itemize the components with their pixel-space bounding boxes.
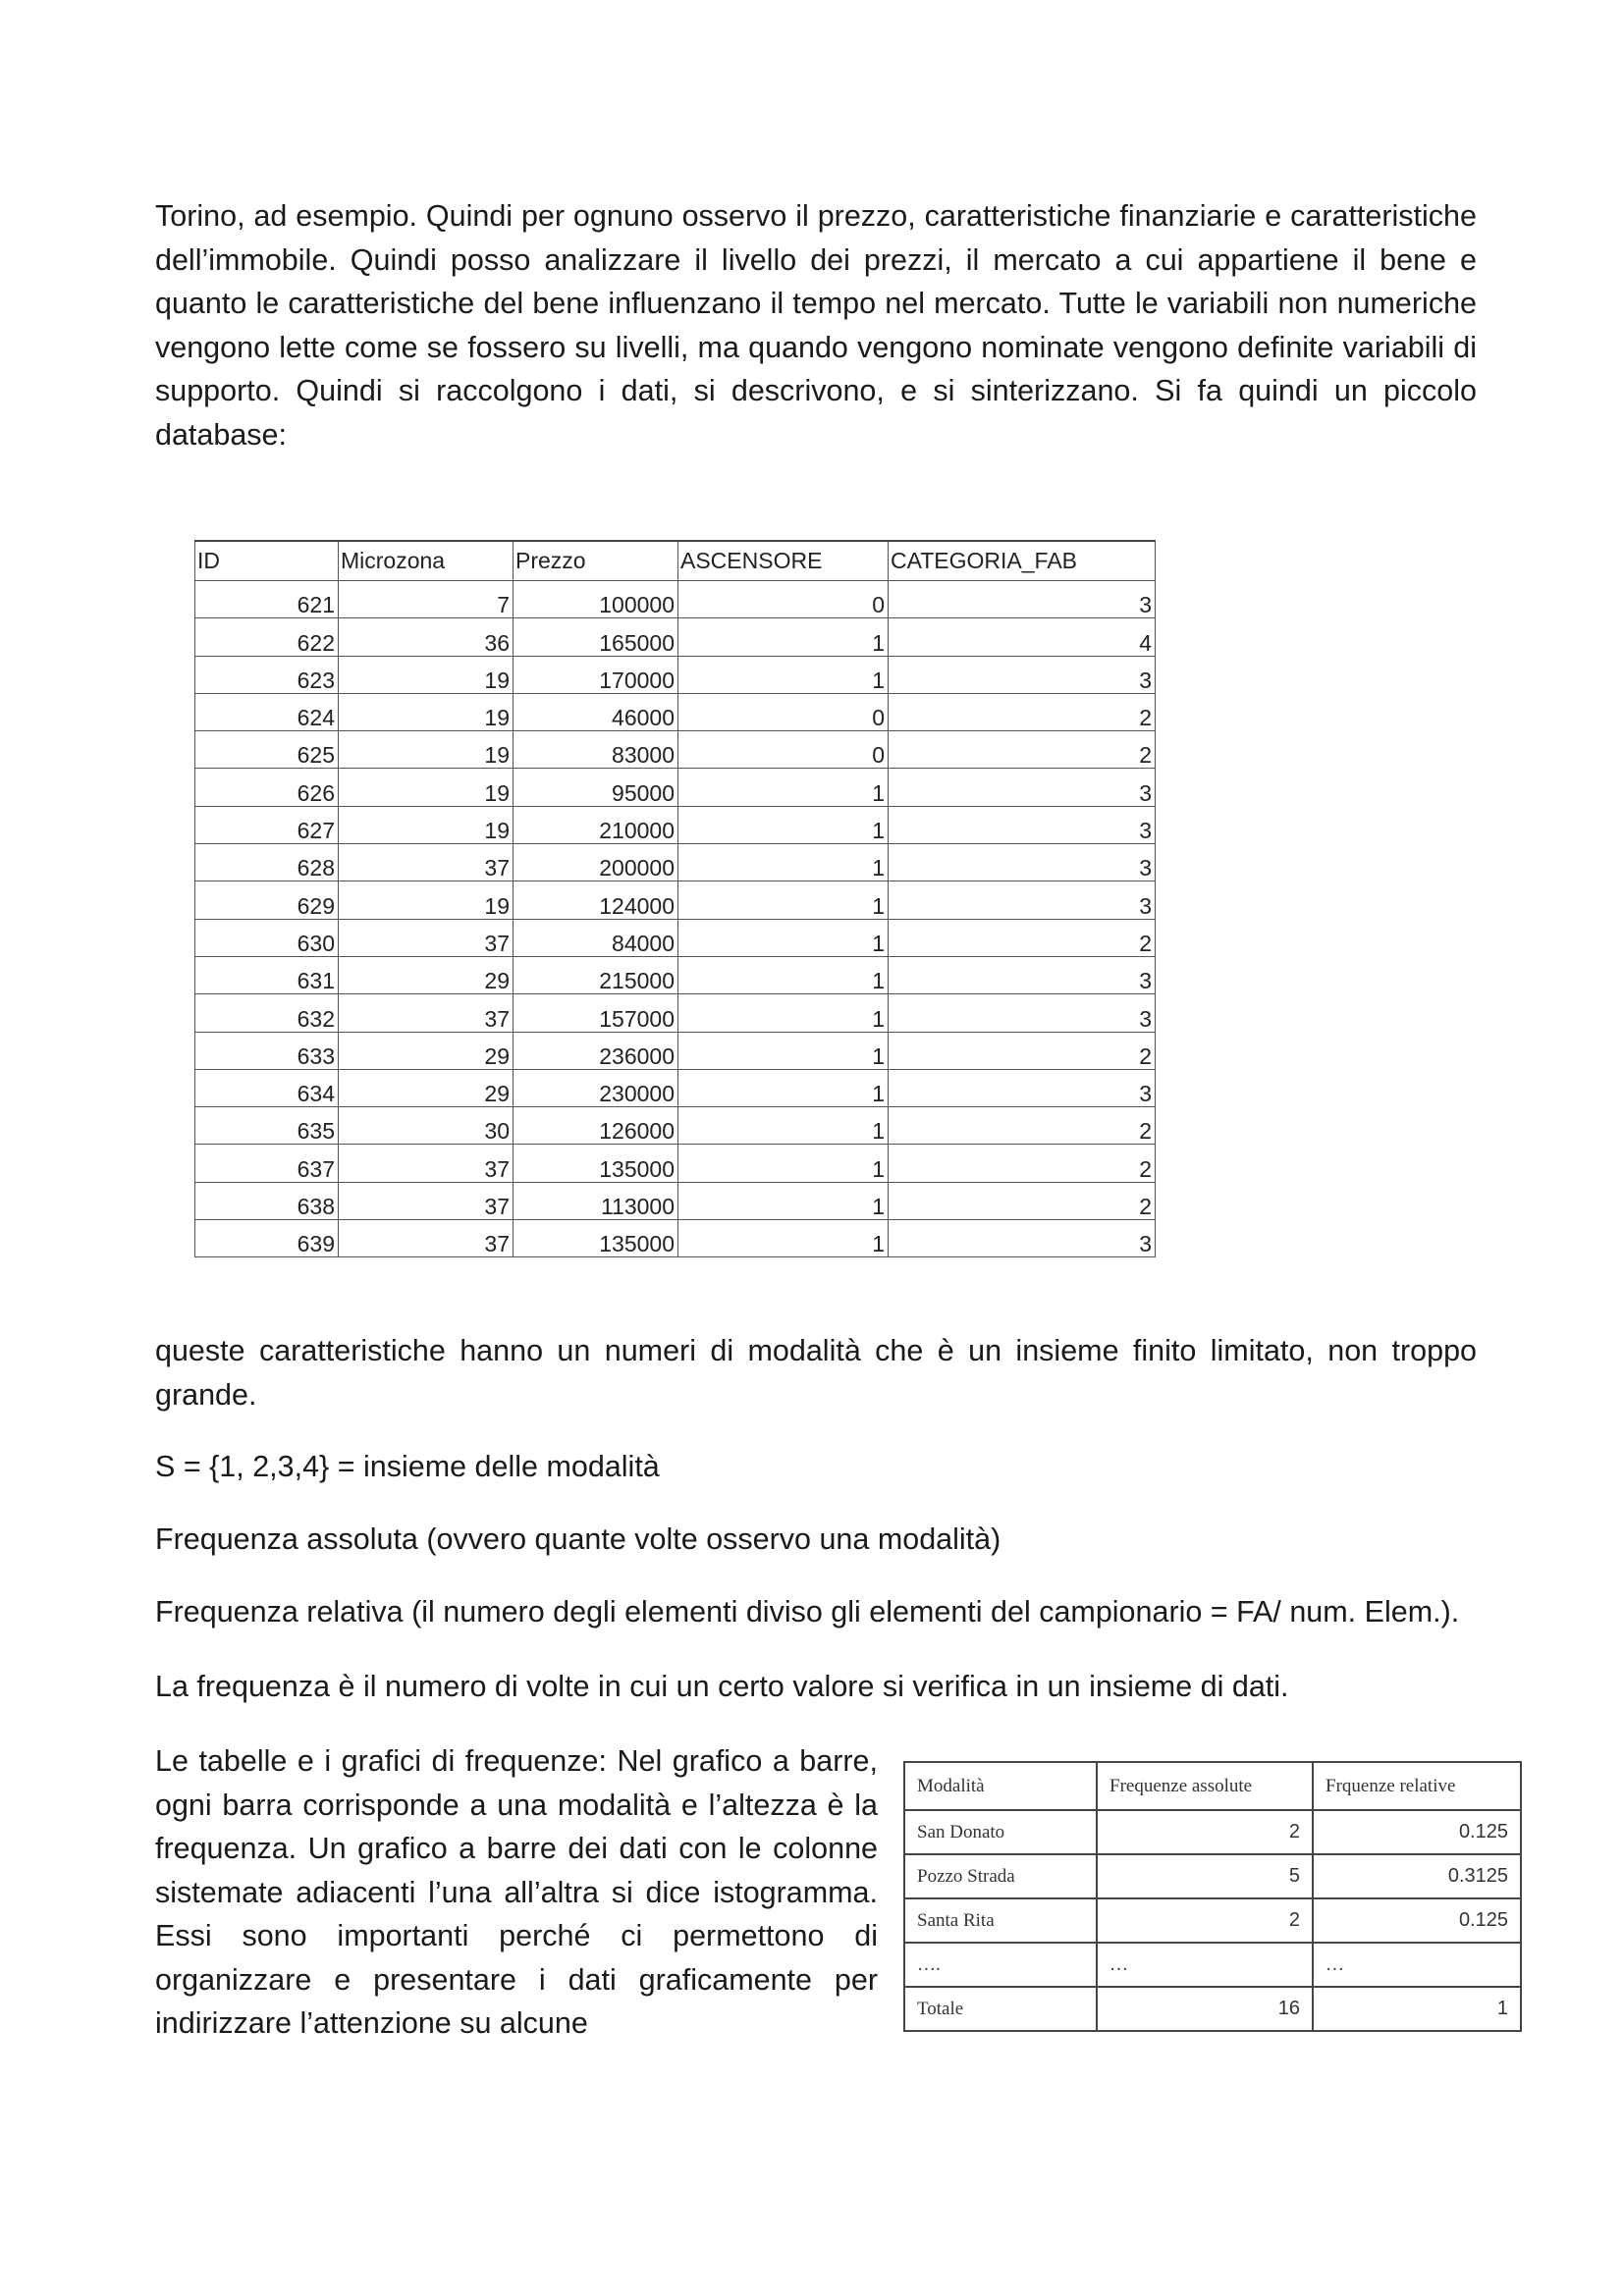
cell-microzona: 7 <box>339 581 514 618</box>
cell-id: 634 <box>195 1069 339 1106</box>
table-row <box>195 769 1156 806</box>
cell-ascensore: 1 <box>678 1069 889 1106</box>
cell-frequenza-relativa: … <box>1313 1943 1521 1987</box>
cell-categoria-fab: 2 <box>889 1182 1156 1219</box>
tabelle-grafici-paragraph: Le tabelle e i grafici di frequenze: Nel grafico a barre, ogni barra corrisponde a una modalità e l’altezza è la frequenza. Un grafico a barre dei dati con le colonne sistemate adiacenti l’una all’altra si dice istogramma. Essi sono importanti perché ci permettono di organizzare e presentare i dati graficamente per indirizzare l’attenzione su alcune <box>155 1744 878 2040</box>
table-row <box>195 1107 1156 1145</box>
insieme-modalita-line: S = {1, 2,3,4} = insieme delle modalità <box>155 1450 660 1483</box>
frequenza-assoluta-line: Frequenza assoluta (ovvero quante volte osservo una modalità) <box>155 1522 1001 1556</box>
cell-prezzo: 124000 <box>514 881 678 919</box>
cell-prezzo: 210000 <box>514 806 678 843</box>
cell-ascensore: 1 <box>678 1107 889 1145</box>
cell-ascensore: 0 <box>678 731 889 769</box>
frequenza-relativa-line: Frequenza relativa (il numero degli elementi diviso gli elementi del campionario = FA/ num. Elem.). <box>155 1595 1460 1629</box>
column-header-frequenze-relative: Frquenze relative <box>1313 1762 1521 1810</box>
table-row <box>195 1220 1156 1257</box>
cell-microzona: 19 <box>339 769 514 806</box>
cell-prezzo: 215000 <box>514 956 678 993</box>
cell-prezzo: 230000 <box>514 1069 678 1106</box>
table-row <box>195 581 1156 618</box>
cell-prezzo: 200000 <box>514 844 678 881</box>
cell-prezzo: 100000 <box>514 581 678 618</box>
frequency-table <box>903 1761 1522 2032</box>
cell-ascensore: 1 <box>678 769 889 806</box>
table-row <box>195 806 1156 843</box>
cell-id: 628 <box>195 844 339 881</box>
freq-row <box>904 1854 1521 1898</box>
cell-id: 623 <box>195 656 339 693</box>
cell-categoria-fab: 2 <box>889 919 1156 956</box>
cell-microzona: 29 <box>339 1069 514 1106</box>
table-row <box>195 844 1156 881</box>
cell-prezzo: 46000 <box>514 693 678 730</box>
column-header-prezzo: Prezzo <box>514 541 678 581</box>
cell-categoria-fab: 4 <box>889 618 1156 656</box>
cell-id: 629 <box>195 881 339 919</box>
cell-ascensore: 1 <box>678 806 889 843</box>
cell-ascensore: 0 <box>678 581 889 618</box>
cell-modalita: Santa Rita <box>904 1898 1097 1943</box>
cell-categoria-fab: 3 <box>889 806 1156 843</box>
cell-microzona: 37 <box>339 844 514 881</box>
modalita-paragraph: queste caratteristiche hanno un numeri di modalità che è un insieme finito limitato, non troppo grande. <box>155 1334 1477 1412</box>
cell-microzona: 37 <box>339 1145 514 1182</box>
frequenza-definition-line: La frequenza è il numero di volte in cui un certo valore si verifica in un insieme di dati. <box>155 1670 1289 1703</box>
cell-ascensore: 1 <box>678 956 889 993</box>
cell-categoria-fab: 2 <box>889 1107 1156 1145</box>
database-table <box>194 540 1156 1257</box>
table-row <box>195 731 1156 769</box>
cell-categoria-fab: 3 <box>889 844 1156 881</box>
cell-frequenza-assoluta: 2 <box>1097 1810 1313 1854</box>
cell-microzona: 19 <box>339 806 514 843</box>
cell-id: 635 <box>195 1107 339 1145</box>
cell-ascensore: 1 <box>678 1145 889 1182</box>
cell-modalita: San Donato <box>904 1810 1097 1854</box>
cell-ascensore: 0 <box>678 693 889 730</box>
cell-id: 621 <box>195 581 339 618</box>
cell-microzona: 36 <box>339 618 514 656</box>
cell-prezzo: 170000 <box>514 656 678 693</box>
cell-categoria-fab: 3 <box>889 656 1156 693</box>
cell-microzona: 19 <box>339 656 514 693</box>
table-row <box>195 881 1156 919</box>
table-row <box>195 1032 1156 1069</box>
cell-ascensore: 1 <box>678 1182 889 1219</box>
table-row <box>195 919 1156 956</box>
cell-ascensore: 1 <box>678 1032 889 1069</box>
table-row <box>195 656 1156 693</box>
column-header-frequenze-assolute: Frequenze assolute <box>1097 1762 1313 1810</box>
cell-prezzo: 84000 <box>514 919 678 956</box>
cell-modalita: …. <box>904 1943 1097 1987</box>
cell-id: 639 <box>195 1220 339 1257</box>
cell-microzona: 37 <box>339 994 514 1032</box>
table-row <box>195 1069 1156 1106</box>
cell-prezzo: 83000 <box>514 731 678 769</box>
cell-microzona: 19 <box>339 881 514 919</box>
cell-frequenza-relativa: 0.125 <box>1313 1810 1521 1854</box>
cell-prezzo: 126000 <box>514 1107 678 1145</box>
column-header-categoria-fab: CATEGORIA_FAB <box>889 541 1156 581</box>
cell-id: 622 <box>195 618 339 656</box>
cell-prezzo: 135000 <box>514 1145 678 1182</box>
cell-categoria-fab: 2 <box>889 731 1156 769</box>
table-header-row <box>195 541 1156 581</box>
cell-prezzo: 165000 <box>514 618 678 656</box>
cell-categoria-fab: 3 <box>889 581 1156 618</box>
cell-id: 632 <box>195 994 339 1032</box>
cell-id: 627 <box>195 806 339 843</box>
cell-prezzo: 95000 <box>514 769 678 806</box>
intro-paragraph: Torino, ad esempio. Quindi per ognuno osservo il prezzo, caratteristiche finanziarie e caratteristiche dell’immobile. Quindi posso analizzare il livello dei prezzi, il mercato a cui appartiene il bene e quanto le caratteristiche del bene influenzano il tempo nel mercato. Tutte le variabili non numeriche vengono lette come se fossero su livelli, ma quando vengono nominate vengono definite variabili di supporto. Quindi si raccolgono i dati, si descrivono, e si sinterizzano. Si fa quindi un piccolo database: <box>155 199 1477 452</box>
cell-microzona: 29 <box>339 1032 514 1069</box>
freq-row <box>904 1898 1521 1943</box>
cell-prezzo: 236000 <box>514 1032 678 1069</box>
cell-ascensore: 1 <box>678 844 889 881</box>
table-row <box>195 1182 1156 1219</box>
freq-row <box>904 1810 1521 1854</box>
cell-categoria-fab: 3 <box>889 769 1156 806</box>
cell-categoria-fab: 2 <box>889 1032 1156 1069</box>
cell-microzona: 29 <box>339 956 514 993</box>
cell-id: 625 <box>195 731 339 769</box>
cell-prezzo: 157000 <box>514 994 678 1032</box>
cell-modalita: Totale <box>904 1987 1097 2031</box>
table-row <box>195 693 1156 730</box>
cell-microzona: 19 <box>339 731 514 769</box>
freq-header-row <box>904 1762 1521 1810</box>
cell-id: 624 <box>195 693 339 730</box>
column-header-id: ID <box>195 541 339 581</box>
column-header-ascensore: ASCENSORE <box>678 541 889 581</box>
cell-frequenza-relativa: 1 <box>1313 1987 1521 2031</box>
column-header-modalita: Modalità <box>904 1762 1097 1810</box>
cell-categoria-fab: 3 <box>889 994 1156 1032</box>
table-row <box>195 1145 1156 1182</box>
table-row <box>195 618 1156 656</box>
cell-frequenza-assoluta: … <box>1097 1943 1313 1987</box>
cell-prezzo: 135000 <box>514 1220 678 1257</box>
cell-categoria-fab: 3 <box>889 881 1156 919</box>
cell-frequenza-relativa: 0.125 <box>1313 1898 1521 1943</box>
cell-categoria-fab: 2 <box>889 693 1156 730</box>
cell-prezzo: 113000 <box>514 1182 678 1219</box>
cell-categoria-fab: 2 <box>889 1145 1156 1182</box>
cell-microzona: 37 <box>339 919 514 956</box>
freq-row <box>904 1943 1521 1987</box>
freq-row <box>904 1987 1521 2031</box>
cell-ascensore: 1 <box>678 881 889 919</box>
cell-frequenza-relativa: 0.3125 <box>1313 1854 1521 1898</box>
cell-id: 631 <box>195 956 339 993</box>
cell-categoria-fab: 3 <box>889 1069 1156 1106</box>
cell-ascensore: 1 <box>678 994 889 1032</box>
cell-frequenza-assoluta: 16 <box>1097 1987 1313 2031</box>
cell-microzona: 37 <box>339 1182 514 1219</box>
cell-id: 638 <box>195 1182 339 1219</box>
cell-modalita: Pozzo Strada <box>904 1854 1097 1898</box>
cell-ascensore: 1 <box>678 919 889 956</box>
cell-id: 637 <box>195 1145 339 1182</box>
cell-categoria-fab: 3 <box>889 956 1156 993</box>
cell-microzona: 30 <box>339 1107 514 1145</box>
cell-microzona: 37 <box>339 1220 514 1257</box>
table-row <box>195 956 1156 993</box>
cell-categoria-fab: 3 <box>889 1220 1156 1257</box>
cell-frequenza-assoluta: 5 <box>1097 1854 1313 1898</box>
cell-ascensore: 1 <box>678 1220 889 1257</box>
cell-id: 633 <box>195 1032 339 1069</box>
cell-microzona: 19 <box>339 693 514 730</box>
table-row <box>195 994 1156 1032</box>
cell-id: 626 <box>195 769 339 806</box>
column-header-microzona: Microzona <box>339 541 514 581</box>
cell-frequenza-assoluta: 2 <box>1097 1898 1313 1943</box>
cell-ascensore: 1 <box>678 656 889 693</box>
cell-ascensore: 1 <box>678 618 889 656</box>
cell-id: 630 <box>195 919 339 956</box>
